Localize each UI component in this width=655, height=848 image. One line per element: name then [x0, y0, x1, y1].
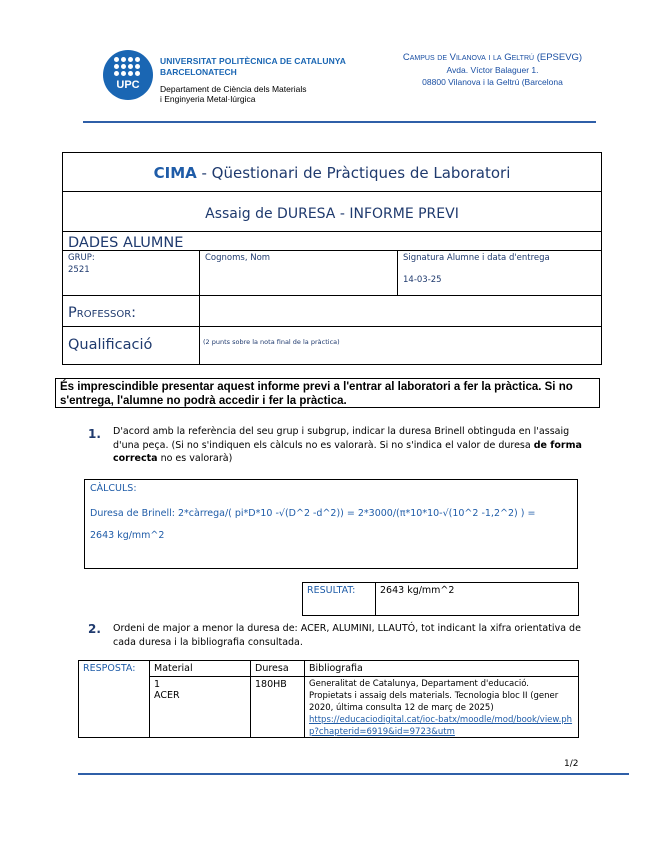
question1-number: 1. [88, 427, 101, 441]
question1-text: D'acord amb la referència del seu grup i subgrup, indicar la duresa Brinell obtinguda en l'assaig d'una peça. (Si no s'indiquen els càlculs no es valorarà. Si no s'indica el valor de duresa de forma correcta no es valorarà) [113, 426, 582, 464]
page-number: 1/2 [564, 759, 579, 769]
university-subname: BARCELONATECH [160, 67, 237, 77]
result-table [302, 582, 579, 616]
calculations-box[interactable] [84, 479, 578, 569]
professor-label: Professor: [68, 305, 137, 321]
material-cell[interactable] [150, 677, 251, 738]
calc-formula: Duresa de Brinell: 2*càrrega/( pi*D*10 -√(D^2 -d^2)) = 2*3000/(π*10*10-√(10^2 -1,2^2) ) = [90, 508, 536, 519]
calc-label: CÀLCULS: [90, 483, 137, 494]
hardness-cell[interactable]: 180HB [251, 677, 305, 738]
question2-number: 2. [88, 622, 101, 636]
professor-value-cell[interactable] [200, 296, 601, 327]
header-divider [83, 121, 596, 123]
student-form [62, 152, 602, 365]
logo-text: UPC [116, 79, 140, 91]
answer-table [78, 660, 579, 738]
table-row [79, 677, 579, 738]
student-section-title: DADES ALUMNE [68, 235, 184, 251]
calc-value: 2643 kg/mm^2 [90, 530, 165, 541]
signature-date: 14-03-25 [403, 275, 442, 285]
campus-name: Campus de Vilanova i la Geltrú (EPSEVG) [402, 52, 583, 63]
grade-note: (2 punts sobre la nota final de la pràctica) [203, 338, 340, 346]
group-label: GRUP: [68, 253, 95, 263]
answer-label: RESPOSTA: [79, 661, 150, 738]
biblio-cell[interactable] [305, 677, 579, 738]
material-index: 1 [154, 679, 161, 690]
names-label: Cognoms, Nom [205, 253, 271, 263]
form-subtitle-row [63, 192, 601, 232]
signature-cell[interactable] [398, 251, 601, 296]
signature-label: Signatura Alumne i data d'entrega [403, 253, 550, 263]
logo-dots-icon [114, 57, 142, 77]
department-line1: Departament de Ciència dels Materials [160, 84, 307, 94]
upc-logo [103, 50, 153, 100]
result-label: RESULTAT: [303, 583, 376, 616]
form-title: CIMA - Qüestionari de Pràctiques de Laboratori [153, 164, 511, 182]
form-subtitle: Assaig de DURESA - INFORME PREVI [205, 206, 459, 222]
col-material: Material [150, 661, 251, 677]
grade-label-cell [63, 327, 200, 364]
group-value[interactable]: 2521 [68, 265, 90, 275]
footer-divider [78, 773, 629, 775]
group-cell [63, 251, 200, 296]
warning-box: És imprescindible presentar aquest informe previ a l'entrar al laboratori a fer la pràctica. Si no s'entrega, l'alumne no podrà accedir i fer la pràctica. [55, 378, 600, 408]
form-title-row [63, 153, 601, 192]
student-section-row [63, 232, 601, 251]
university-name: UNIVERSITAT POLITÈCNICA DE CATALUNYA [160, 56, 347, 66]
campus-address [380, 52, 605, 88]
professor-label-cell [63, 296, 200, 327]
material-name: ACER [154, 690, 180, 701]
grade-value-cell[interactable] [200, 327, 601, 364]
campus-city: 08800 Vilanova i la Geltrú (Barcelona [422, 77, 563, 87]
result-value[interactable]: 2643 kg/mm^2 [376, 583, 579, 616]
department-line2: i Enginyeria Metal·lúrgica [160, 94, 256, 104]
col-biblio: Bibliografia [305, 661, 579, 677]
question2-text: Ordeni de major a menor la duresa de: ACER, ALUMINI, LLAUTÓ, tot indicant la xifra orientativa de cada duresa i la bibliografia consultada. [113, 623, 581, 648]
campus-street: Avda. Víctor Balaguer 1. [446, 65, 539, 75]
grade-label: Qualificació [68, 337, 153, 353]
col-hardness: Duresa [251, 661, 305, 677]
names-cell[interactable] [200, 251, 398, 296]
biblio-text: Generalitat de Catalunya, Departament d'educació. Propietats i assaig dels materials. Tecnologia bloc II (gener 2020, última consulta 12 de març de 2025) [309, 679, 559, 713]
biblio-link[interactable]: https://educaciodigital.cat/ioc-batx/moodle/mod/book/view.php?chapterid=6919&id=9723&utm [309, 715, 573, 737]
